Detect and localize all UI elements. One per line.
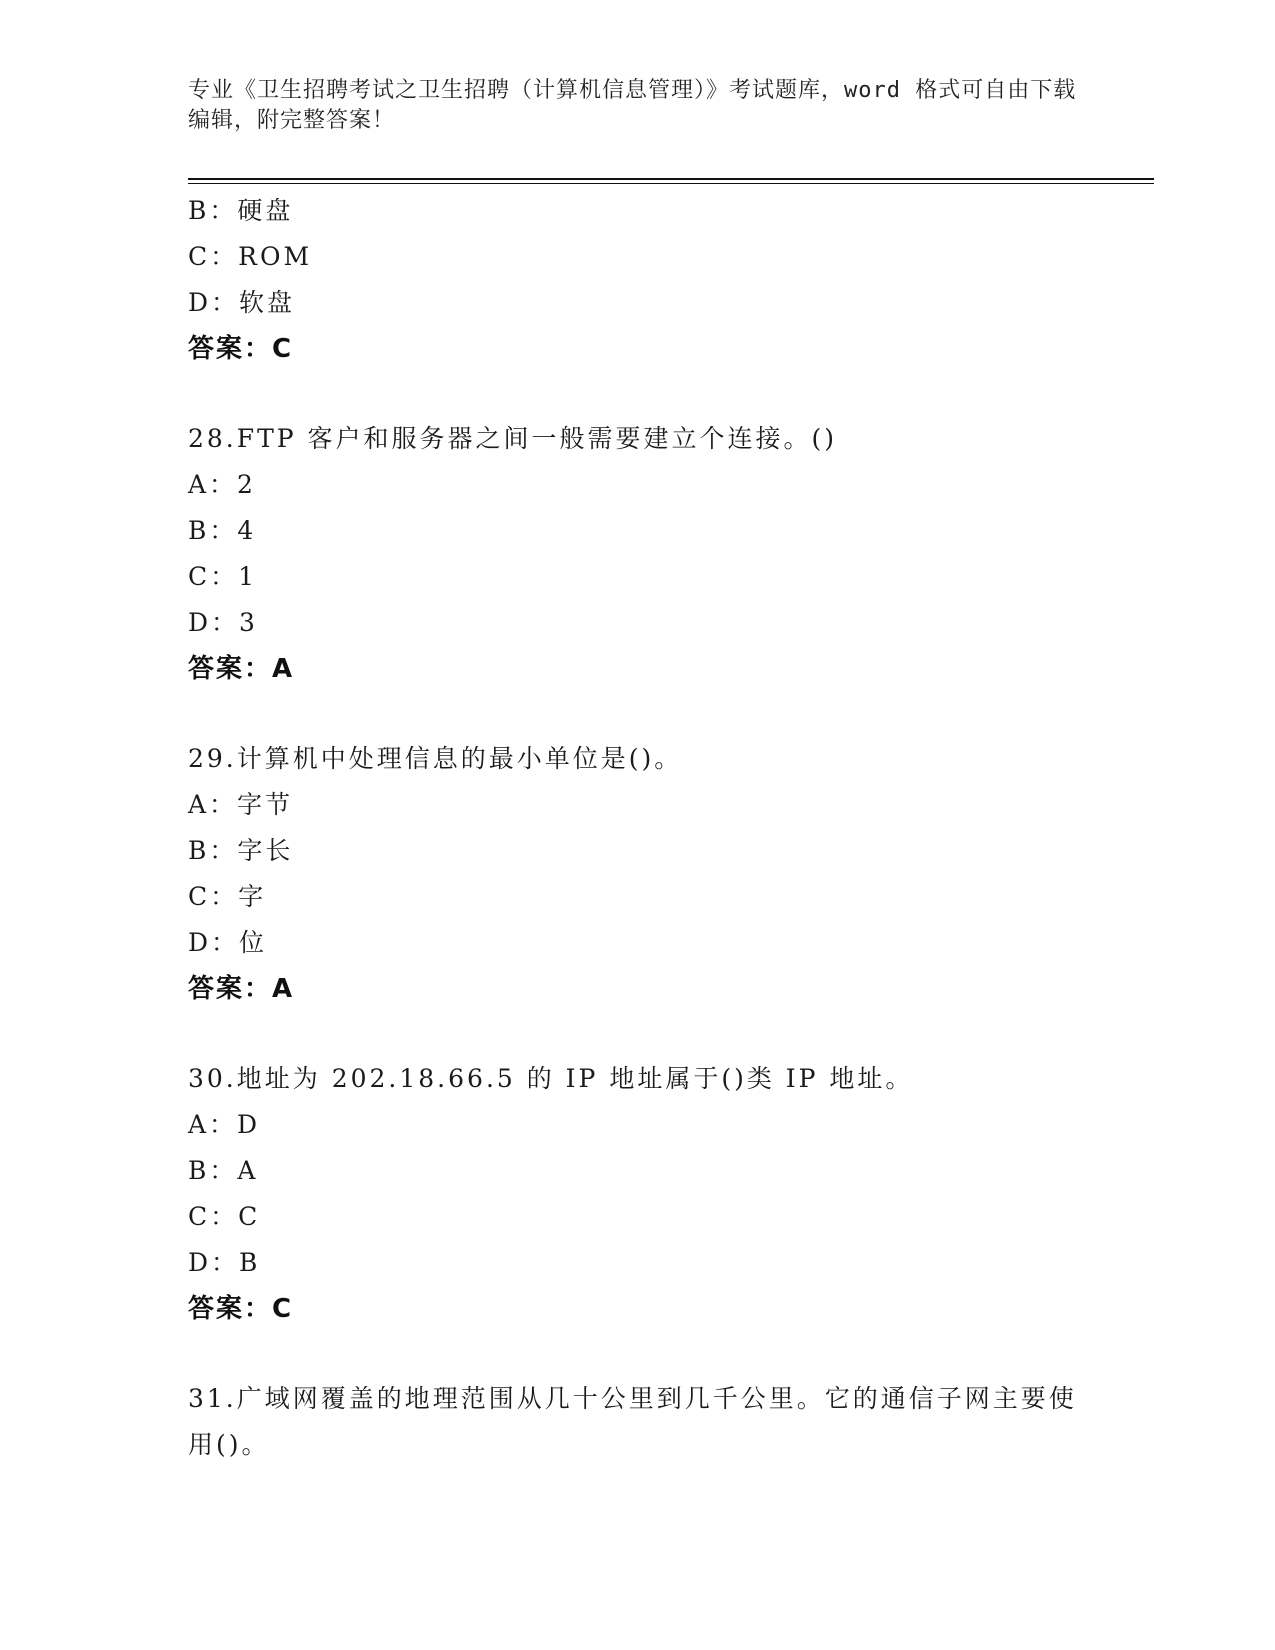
option-a: A：字节 — [188, 790, 294, 819]
option-c: C：字 — [188, 882, 267, 911]
option-d: D：3 — [188, 608, 258, 637]
option-c: C：1 — [188, 562, 258, 591]
option-b: B：硬盘 — [188, 196, 294, 225]
option-b: B：字长 — [188, 836, 294, 865]
option-b: B：4 — [188, 516, 257, 545]
option-a: A：D — [188, 1110, 261, 1139]
header-rule-thin — [188, 183, 1154, 184]
option-d: D：位 — [188, 928, 268, 957]
option-c: C：ROM — [188, 242, 313, 271]
option-b: B：A — [188, 1156, 259, 1185]
question-28 — [188, 416, 1088, 692]
question-title: 29.计算机中处理信息的最小单位是()。 — [188, 744, 683, 773]
leading-question-tail — [188, 188, 1088, 372]
document-header: 专业《卫生招聘考试之卫生招聘（计算机信息管理）》考试题库，word 格式可自由下载编辑，附完整答案！ — [188, 78, 1077, 133]
option-d: D：B — [188, 1248, 261, 1277]
header-rule-thick — [188, 178, 1154, 180]
answer-line: 答案：A — [188, 654, 295, 684]
answer-line: 答案：C — [188, 1294, 294, 1324]
option-a: A：2 — [188, 470, 256, 499]
option-c: C：C — [188, 1202, 261, 1231]
question-31 — [188, 1376, 1088, 1468]
question-title: 30.地址为 202.18.66.5 的 IP 地址属于()类 IP 地址。 — [188, 1064, 914, 1093]
question-content — [188, 188, 1088, 1468]
question-title: 28.FTP 客户和服务器之间一般需要建立个连接。() — [188, 424, 838, 453]
answer-line: 答案：C — [188, 334, 294, 364]
question-title: 31.广域网覆盖的地理范围从几十公里到几千公里。它的通信子网主要使用()。 — [188, 1384, 1077, 1459]
option-d: D：软盘 — [188, 288, 296, 317]
answer-line: 答案：A — [188, 974, 295, 1004]
question-30 — [188, 1056, 1088, 1332]
question-29 — [188, 736, 1088, 1012]
